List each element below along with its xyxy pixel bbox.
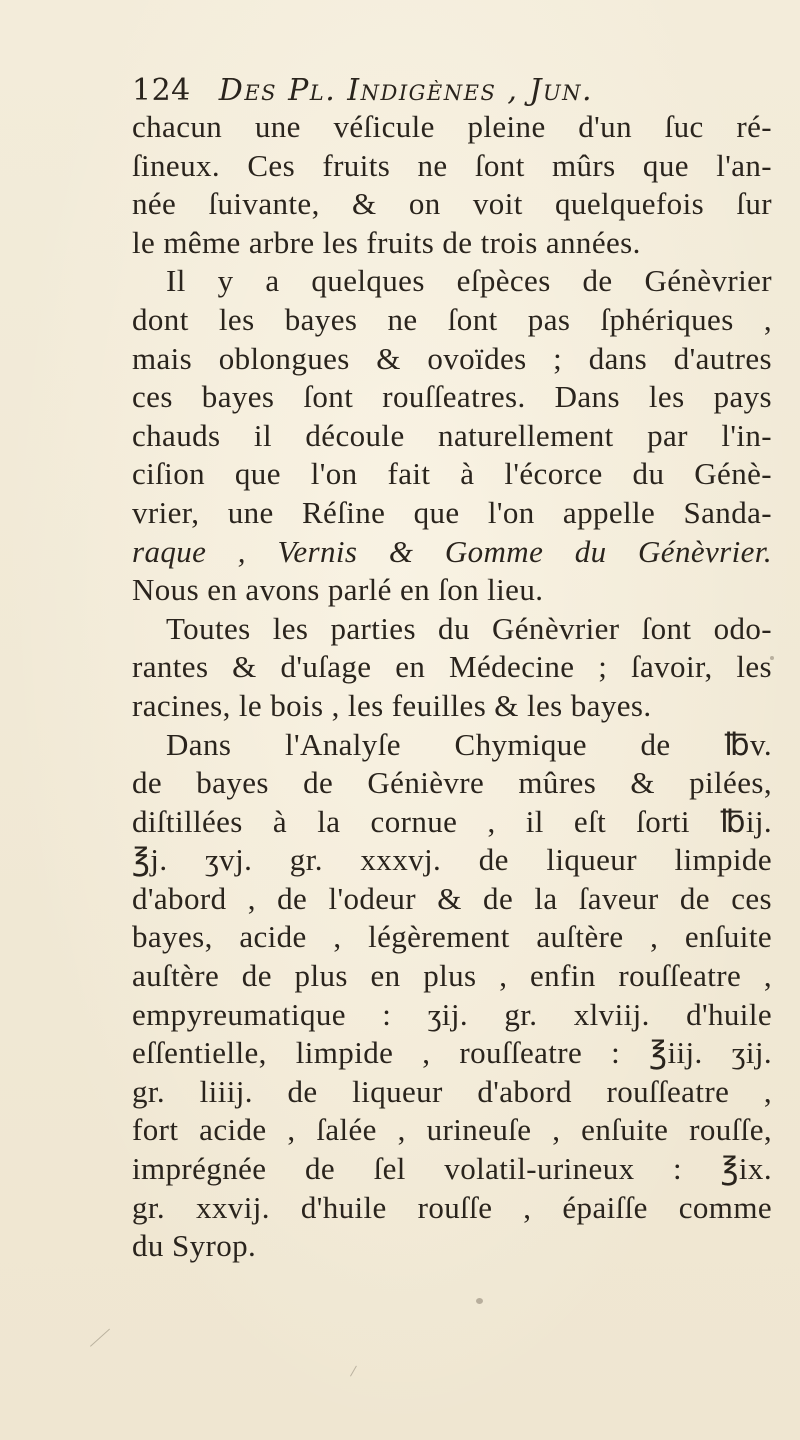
text-line: bayes, acide , légèrement auſtère , enſuite [132,919,772,955]
text-line: Dans l'Analyſe Chymique de ℔v. [166,726,772,762]
text-line: diſtillées à la cornue , il eſt ſorti ℔ij. [132,803,772,839]
text-line: de bayes de Génièvre mûres & pilées, [132,765,772,801]
text-line: fort acide , ſalée , urineuſe , enſuite rouſſe, [132,1112,772,1148]
text-line: auſtère de plus en plus , enfin rouſſeatre , [132,958,772,994]
text-line: ces bayes ſont rouſſeatres. Dans les pays [132,379,772,415]
text-line: eſſentielle, limpide , rouſſeatre : ℥iij. ʒij. [132,1035,772,1071]
text-line: racines, le bois , les feuilles & les bayes. [132,687,652,723]
text-line: Il y a quelques eſpèces de Génèvrier [166,263,772,299]
page-number: 124 [132,73,191,108]
body-text [132,108,772,1266]
text-line: mais oblongues & ovoïdes ; dans d'autres [132,340,772,376]
text-line: née ſuivante, & on voit quelquefois ſur [132,186,772,222]
text-line: imprégnée de ſel volatil-urineux : ℥ix. [132,1151,772,1187]
text-line: ſineux. Ces fruits ne ſont mûrs que l'an- [132,147,772,183]
text-line: vrier, une Réſine que l'on appelle Sanda- [132,494,772,530]
text-line: le même arbre les fruits de trois années. [132,224,641,260]
text-line: ℥j. ʒvj. gr. xxxvj. de liqueur limpide [132,842,772,878]
text-line: rantes & d'uſage en Médecine ; ſavoir, les [132,649,772,685]
paper-scratch [90,1329,110,1347]
text-line: raque , Vernis & Gomme du Génèvrier. [132,533,772,569]
paper-scratch [350,1366,357,1377]
text-line: ciſion que l'on fait à l'écorce du Génè- [132,456,772,492]
running-title: Des Pl. Indigènes , Jun. [218,73,594,108]
text-line: du Syrop. [132,1228,257,1264]
text-line: gr. xxvij. d'huile rouſſe , épaiſſe comme [132,1189,772,1225]
ink-speck [770,656,774,660]
text-line: Toutes les parties du Génèvrier ſont odo- [166,610,772,646]
text-line: chacun une véſicule pleine d'un ſuc ré- [132,109,772,144]
text-line: d'abord , de l'odeur & de la ſaveur de ces [132,880,772,916]
text-line: gr. liiij. de liqueur d'abord rouſſeatre , [132,1073,772,1109]
text-line: dont les bayes ne ſont pas ſphériques , [132,301,772,337]
ink-speck [476,1298,483,1304]
text-line: Nous en avons parlé en ſon lieu. [132,572,544,608]
text-line: chauds il découle naturellement par l'in- [132,417,772,453]
text-line: empyreumatique : ʒij. gr. xlviij. d'huile [132,996,772,1032]
